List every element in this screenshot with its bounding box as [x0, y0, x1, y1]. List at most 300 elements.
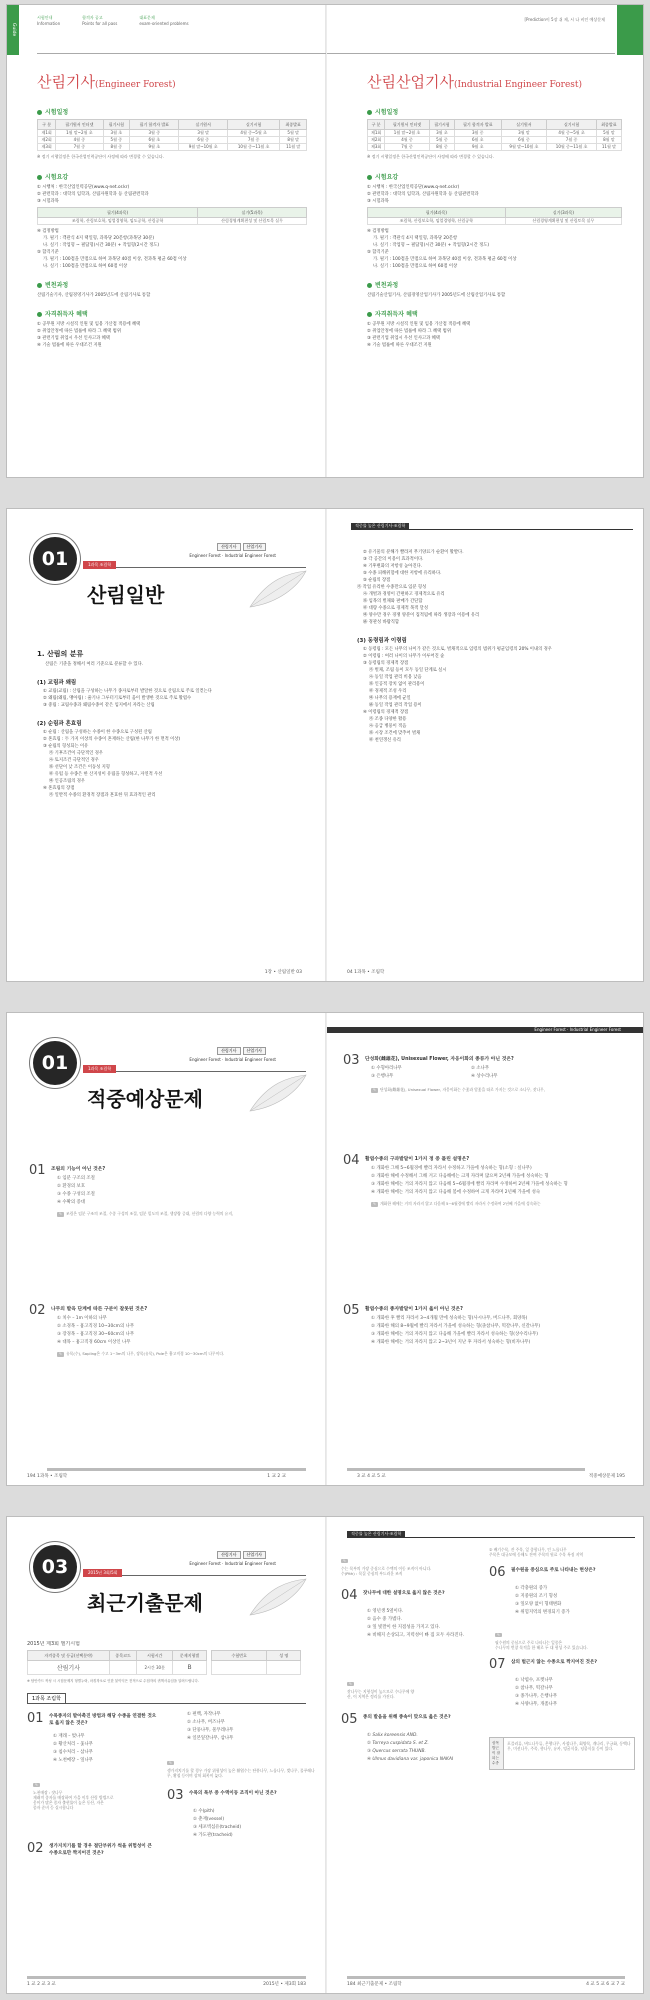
answer-choice[interactable]: ④ 사양나무, 개좀나무	[515, 1702, 558, 1707]
section-heading: 시험일정	[367, 107, 622, 116]
body-text	[357, 549, 627, 744]
answer-choice[interactable]: ④ 위험지역의 변경되기 증가	[515, 1610, 570, 1615]
text-line: 가. 필기 : 객관식 4지 택일형, 과목당 20문항(과목당 30분)	[43, 236, 154, 241]
explanation: ✎ 수는 목부의 가장 중심으로 수액의 이동 조직이 아니다. 수(Pith) : 목질 중심의 부드러운 조직	[341, 1559, 432, 1576]
answer-choice[interactable]: ② 춘재(vessel)	[193, 1817, 225, 1822]
candidate-table: 수험번호 성 명	[211, 1650, 301, 1675]
table-header: 최종발표	[280, 120, 307, 130]
table-header: 필기시험	[103, 120, 130, 130]
exam-header	[27, 1641, 307, 1684]
question-05	[341, 1712, 481, 1802]
answer-choice[interactable]: ③ 종가나무, 은행나무	[515, 1694, 558, 1699]
text-line: ㉲ 양수만 경우 경쟁 양분이 집적됨에 따라 생장과 이용에 유리	[363, 613, 480, 618]
middle-column	[167, 1711, 317, 1868]
body-text	[37, 649, 307, 799]
question-options	[167, 1711, 317, 1743]
text-line: ③ 순림의 형성되는 이유	[43, 744, 89, 749]
question-text: 잣나무에 대한 설명으로 옳지 않은 것은?	[363, 1591, 445, 1596]
leaf-illustration-icon	[248, 1577, 308, 1617]
question-options	[371, 1165, 568, 1207]
page-folio: 1장 • 산림일반 03	[264, 970, 302, 975]
print-marks: 3 교 4 교 5 교	[357, 1474, 386, 1479]
answer-choice[interactable]: ② 지중원의 조기 형성	[515, 1594, 558, 1599]
running-header: 적중률 높은 산림기사·조림학	[347, 1531, 405, 1537]
explanation-icon: ✎	[373, 1202, 377, 1206]
text-line: ㉮ 일반적 수종의 환경적 장점과 혼효한 뒤 효과적인 관리	[49, 793, 156, 798]
answer-choice[interactable]: ④ 일본잎갈나무, 삼나무	[187, 1736, 234, 1741]
text-line: ㉰ 임목의 벌채와 판매가 간단함	[363, 599, 423, 604]
question-options	[193, 1808, 241, 1840]
footer-bar	[47, 1468, 306, 1471]
question-07	[489, 1657, 639, 1737]
text-line: ③ 중림 : 교림수종과 왜림수종이 같은 임지에서 자라는 산림	[43, 703, 155, 708]
spread1-left-page	[7, 5, 326, 477]
answer-choice[interactable]: ④ 개화한 해에는 거의 자라지 않고 2~3년이 지난 후 자라서 성숙하는 형(비자나무)	[371, 1340, 531, 1345]
text-line: ② 배기수목, 잔 주목, 잎 종합나무, 인 느릅나무	[489, 1547, 567, 1552]
answer-choice[interactable]: ③ 침수처리 – 삼나무	[53, 1750, 94, 1755]
text-line: ㉲ 인공조림의 경우	[49, 779, 86, 784]
answer-choice[interactable]: ④ 비해지 손상되고, 지력성이 빠 집 모두 사라진다.	[367, 1633, 465, 1638]
header-nav-sub: exam-oriented problems	[139, 21, 189, 26]
chapter-number: 03	[33, 1545, 77, 1589]
question-text: 수목의 목부 중 수액이동 조직이 아닌 것은?	[189, 1791, 277, 1796]
question-01	[29, 1163, 319, 1263]
text-line: ① 동령림 : 모든 나무의 나이가 같은 것으로, 벌채적으로 임령의 범위가 평균임령의 20% 이내의 경우	[363, 647, 552, 652]
question-options	[371, 1315, 540, 1347]
tab-label: 산림기사	[217, 1047, 240, 1055]
answer-choice[interactable]: ③ 수종 구성의 조절	[57, 1192, 95, 1197]
explanation-icon: ✎	[349, 1682, 353, 1686]
tab-label: 산업기사	[243, 543, 266, 551]
text-line: ① 공무원 지방 시설직 인원 및 임용 가산점 적용에 혜택	[37, 322, 141, 327]
print-marks: 4 교 5 교 6 교 7 교	[586, 1982, 625, 1987]
subject-label: 1과목 조림학	[27, 1693, 66, 1704]
question-number: 06	[489, 1565, 506, 1580]
question-number: 05	[341, 1712, 358, 1727]
text-line: ① 공무원 지방 시설직 인원 및 임용 가산점 적용에 혜택	[367, 322, 471, 327]
header-right-text: [Prediction이 5장 쉬 제, 시 나 비인 예상문제	[524, 17, 605, 22]
right-column	[489, 1547, 639, 1770]
text-line: ㉯ 응급 병풍이 적음	[369, 724, 407, 729]
running-header: Engineer Forest · Industrial Engineer Forest	[530, 1027, 625, 1033]
question-text: 활엽수종의 종자발달이 1가지 옳이 아닌 것은?	[365, 1307, 463, 1312]
text-line: ㉮ 기후조건이 극단적인 경우	[49, 751, 104, 756]
answer-choice[interactable]: ② 소경목 – 흉고직경 10~30cm의 나무	[57, 1324, 135, 1329]
exam-info-table: 자격종목 및 등급(선택분야) 종목코드 시험시간 문제지형별 산림기사 2시간 30분 B	[27, 1650, 207, 1675]
section-heading: 1. 산림의 분류	[37, 650, 84, 658]
subject-tag: 1과목 조림학	[83, 1065, 116, 1073]
table-header: 실기시험	[227, 120, 280, 130]
text-line: ㉱ 경제적 조성 우리	[369, 689, 407, 694]
question-number: 01	[27, 1711, 44, 1726]
section-heading: 변천과정	[367, 280, 622, 289]
explanation-icon: ✎	[169, 1761, 173, 1765]
exam-note: ※ 답안카드 작성 시 시험문제지 형별누락, 마킹착오로 인한 불이익은 전적으로 수험자의 귀책사유임을 알려드립니다.	[27, 1679, 199, 1683]
question-04	[343, 1153, 633, 1273]
explanation-icon: ✎	[59, 1352, 63, 1356]
question-text: 수목종자의 발아촉진 방법과 해당 수종을 연결한 것으로 옳지 않은 것은?	[49, 1714, 157, 1726]
text-line: ③ 시험과목	[37, 199, 59, 204]
chapter-rule	[83, 1071, 306, 1072]
text-line: ① 교림(교림) : 산림을 구성하는 나무가 종자로부터 발달한 것으로 산림으로 주로 일컫는다	[43, 689, 212, 694]
header-nav	[37, 15, 189, 27]
question-text: 삼의 벌근지 않는 수종으로 짝지어진 것은?	[511, 1660, 598, 1665]
question-01	[27, 1711, 157, 1841]
answer-choice[interactable]: ① 영년생 5옆이다.	[367, 1609, 404, 1614]
chapter-title: 산림일반	[87, 583, 165, 607]
header-rule	[37, 53, 326, 54]
spread-2	[6, 508, 644, 982]
subject-rule	[27, 1703, 306, 1704]
question-text: 활엽수종의 구과발달이 1가지 정 중 틀린 설명은?	[365, 1157, 470, 1162]
level-tabs	[217, 1551, 266, 1559]
header-nav-sub: Information	[37, 21, 61, 26]
footer-bar	[27, 1976, 306, 1979]
section-heading: 시험요강	[37, 172, 307, 181]
answer-choice[interactable]: ② 소나무	[471, 1066, 490, 1071]
answer-choice[interactable]: ② 개화한 해의 8~9월에 빨리 자라서 가을에 성숙하는 형(졸참나무, 떡갈나무, 신갈나무)	[371, 1324, 541, 1329]
section-heading: 자격취득자 혜택	[367, 309, 622, 318]
explanation: ✎ 유목(수), Sapling은 수고 1~3m의 나무, 장목(유목), Pole은 흉고직경 10~30cm의 나무이다.	[59, 1351, 225, 1356]
answer-choice[interactable]: ① 재래 – 벚나무	[53, 1734, 85, 1739]
question-02	[27, 1841, 157, 1901]
text-line: ㉱ 유럽 등 수종은 한 산지성이 유림을 형성하고, 자연적 우선	[49, 772, 163, 777]
question-number: 01	[29, 1163, 46, 1178]
text-line: ㉳ 동일 작업 관리 작업 용이	[369, 703, 422, 708]
question-text: 종의 발음을 위해 종속이 맞으로 옳은 것은?	[363, 1715, 451, 1720]
table-row: 제3회 7월 중 8월 중 9월 초 9월 말~10월 초 10월 중~11월 초 11월 말	[38, 144, 307, 151]
subsection-heading: (2) 순림과 혼효림	[37, 721, 82, 727]
table-row: 제2회 4월 중 5월 중 6월 초 6월 중 7월 중 8월 말	[38, 137, 307, 144]
schedule-table: 구 분 필기원서 인터넷 필기시험 필기 합격자 발표 실기원서 실기시험 최종발표 제1회 1월 말~2월 초 3월 초 3월 중 3월 말 4월 중~5월 초 5월 말 제2회 4월 중 5월 중 6월 초 6월 중 7월 중 8월 말 제3회 7월 중 8월 중 9월 초 9월 말~10월 초 10월 중~11월 초 11월 말	[367, 119, 622, 151]
question-options	[515, 1677, 557, 1709]
level-tabs	[217, 1047, 266, 1055]
explanation-icon: ✎	[59, 1212, 63, 1216]
question-options	[53, 1733, 93, 1765]
chapter-title: 적중예상문제	[87, 1087, 203, 1111]
candidate-number-field[interactable]	[212, 1661, 267, 1675]
answer-choice[interactable]: ① 수형아리나무	[371, 1066, 402, 1071]
left-column	[27, 1711, 157, 1901]
answer-choice[interactable]: ① 임분 구조의 조절	[57, 1176, 95, 1181]
spread2-right-page	[326, 509, 644, 981]
text-line: ⑤ 순림의 장점	[363, 578, 391, 583]
header-nav-item: 시험안내	[37, 15, 53, 20]
explanation-icon: ✎	[373, 1088, 377, 1092]
text-line: ④ 이령림의 경제적 장점	[363, 710, 409, 715]
explanation: ✎ 필수원의 중심으로 주로 나타나는 잎종은 수나무의 번창 목적을 한 해로 두 대 형성 주로 있습니다.	[495, 1633, 588, 1650]
text-line: ③ 관련기업 취업시 우선 인사고과 혜택	[37, 336, 110, 341]
explanation-icon: ✎	[497, 1633, 501, 1637]
text-line: ④ 기술 법률에 따른 우대조건 지원	[37, 343, 102, 348]
text-line: ③ 동령림의 경제적 장점	[363, 661, 409, 666]
answer-choice[interactable]: ① 수(pith)	[193, 1809, 215, 1814]
text-line: ㉱ 대량 수종으로 경제적 목적 달성	[363, 606, 429, 611]
text-line: ③ 관련기업 취업시 우선 인사고과 혜택	[367, 336, 440, 341]
page-folio: 적중예상문제 195	[588, 1474, 625, 1479]
header-nav-item: 합격자 공고	[82, 15, 103, 20]
question-number: 02	[27, 1841, 44, 1856]
candidate-name-field[interactable]	[267, 1661, 301, 1675]
text-line: ㉮ 벌채, 조림 등이 모두 동일 단계로 실시	[369, 668, 447, 673]
text-line: ② 관련학과 : 대학의 임학과, 산림자원학과 등 산림관련학과	[37, 192, 149, 197]
table-row: 조림학, 산림보호학, 임업경영학, 산림공학 산림경영계획편성 및 산림토목 실무	[368, 218, 622, 225]
subsection-heading: (3) 동령림과 이령림	[357, 638, 407, 644]
section-heading: 변천과정	[37, 280, 307, 289]
text-line: ② 왜림(왜림, 맹아림) : 줄기나 그루터기로부터 움이 발생한 것으로 주로 활엽수	[43, 696, 192, 701]
answer-choice[interactable]: ② Torreya cuspidata S. et Z.	[367, 1741, 429, 1746]
leaf-illustration-icon	[248, 1073, 308, 1113]
text-line: 나. 실기 : 100점을 만점으로 하여 60점 이상	[43, 264, 128, 269]
explanation: ✎ 잣나무는 지형성이 높으므로 수나무에 양 산, 이 지역은 정리를 가진다.	[347, 1682, 415, 1699]
tab-label: 산업기사	[243, 1047, 266, 1055]
answer-choice[interactable]: ③ Quercus serrata THUNB.	[367, 1749, 426, 1754]
question-options	[57, 1315, 224, 1357]
answer-choice[interactable]: ④ 상수리나무	[471, 1074, 498, 1079]
spread3-right-page	[326, 1013, 644, 1485]
answer-choice[interactable]: ④ 수확의 증대	[57, 1200, 85, 1205]
question-options	[515, 1585, 570, 1617]
answer-choice[interactable]: ① 낙엽수, 포켓나무	[515, 1678, 553, 1683]
breadcrumb: Engineer Forest · Industrial Engineer Forest	[189, 553, 276, 558]
answer-choice[interactable]: ② 개화한 해에 수정해서 그해 겨고 다음해에는 크게 자라며 많으며 2년째 가을에 성숙하는 형	[371, 1174, 549, 1179]
answer-choice[interactable]: ④ 가도관(tracheid)	[193, 1833, 233, 1838]
table-header: 필기 합격자 발표	[130, 120, 179, 130]
green-tab	[617, 5, 644, 55]
question-options	[371, 1065, 571, 1081]
answer-choice[interactable]: ② 참나무, 떡갈나무	[515, 1686, 553, 1691]
text-line: 나. 실기 : 작업형 ~ 필답형(시간 30분) + 작업형(2시간 정도)	[373, 243, 490, 248]
text-line: ㉱ 천연갱신 유리	[369, 738, 401, 743]
page-folio: 194 1과목 • 조림학	[27, 1474, 68, 1479]
table-note: ※ 정기 시행일정은 한국산업인력공단이 사정에 따라 변경할 수 있습니다.	[37, 154, 164, 159]
text-line: ② 취업안정에 따른 법률에 따라 그 혜택 범위	[37, 329, 121, 334]
question-options	[367, 1608, 477, 1640]
footer-bar	[347, 1976, 625, 1979]
answer-choice[interactable]: ① 개화한 후 빨리 자라서 3~4개월 만에 성숙하는 형(사시나무, 버드나무, 회양목)	[371, 1316, 528, 1321]
question-options	[367, 1732, 453, 1764]
subject-tag: 2015년 3회/5회	[83, 1569, 122, 1577]
answer-choice[interactable]: ② 환경의 보호	[57, 1184, 85, 1189]
section-heading: 시험일정	[37, 107, 307, 116]
answer-choice[interactable]: ③ 개화한 해에는 거의 자라지 않고 다음해 5~6월경에 빨리 자라며 수정하여 2년째 가을에 성숙하는 형	[371, 1182, 568, 1187]
chapter-number: 01	[33, 537, 77, 581]
subject-tag: 1과목 조림학	[83, 561, 116, 569]
chapter-number: 01	[33, 1041, 77, 1085]
question-03	[167, 1788, 317, 1868]
left-content	[37, 101, 307, 349]
explanation: ✎ 조림은 임분 구조의 조절, 수종 구성의 조절, 임분 밀도의 조절, 생장량 증대, 산림의 다양 능력의 유지,	[59, 1211, 234, 1216]
text-line: ② 혼효림 : 두 가지 이상의 수종이 혼재하는 산림(한 나무가 한 면적 이상)	[43, 737, 181, 742]
text-line: ④ 기후변화의 저항성 높아진다.	[363, 564, 423, 569]
level-tabs	[217, 543, 266, 551]
text-line: ② 관련학과 : 대학의 임학과, 산림자원학과 등 산림관련학과	[367, 192, 479, 197]
subjects-table: 필기(4과목) 실기(5과목) 조림학, 산림보호학, 임업경영학, 임도공학, 산림공학 산림경영계획편성 및 산림토목 실무	[37, 207, 307, 225]
table-header: 필기원서 인터넷	[56, 120, 103, 130]
subjects-table: 필기(4과목) 실기(3과목) 조림학, 산림보호학, 임업경영학, 산림공학 산림경영계획편성 및 산림토목 실무	[367, 207, 622, 225]
page-folio: 184 최근기출문제 • 조림학	[347, 1982, 402, 1987]
text-line: ㉰ 인공적 장치 없이 관리용이	[369, 682, 425, 687]
page-title: 산림산업기사(Industrial Engineer Forest)	[367, 73, 583, 91]
answer-choice[interactable]: ② 황산처리 – 옻나무	[53, 1742, 94, 1747]
answer-choice[interactable]: ③ 은행나무	[371, 1074, 394, 1079]
text-line: 나. 실기 : 작업형 ~ 필답형(시간 30분) + 작업형(2시간 정도)	[43, 243, 160, 248]
explanation: ✎ 단성화(雌雄花), Unisexual Flower, 자웅이화는 수꽃과 암꽃을 따로 가지는 것으로 소나무, 잣나무,	[373, 1087, 546, 1092]
exam-title: 2015년 제3회 필기시험	[27, 1641, 80, 1647]
question-text: 단성화(雌雄花), Unisexual Flower, 자웅이화의 종류가 아닌 것은?	[365, 1057, 514, 1062]
title-en: (Engineer Forest)	[94, 80, 176, 90]
answer-choice[interactable]: ③ 세포벽섬유(tracheid)	[193, 1825, 242, 1830]
leaf-illustration-icon	[248, 569, 308, 609]
tab-label: 산림기사	[217, 543, 240, 551]
text-line: ② 유기물의 분해가 빨라져 무기양료가 순환이 활발다.	[363, 550, 464, 555]
table-row: 제3회 7월 중 8월 중 9월 초 9월 말~10월 초 10월 중~11월 초 11월 말	[368, 144, 622, 151]
text-line: ㉮ 작업 유리한 수종만으로 임분 형성	[357, 585, 427, 590]
text-line: ㉲ 나무의 용재에 균일	[369, 696, 411, 701]
spread3-left-page	[7, 1013, 326, 1485]
print-marks: 1 교 2 교	[267, 1474, 286, 1479]
text-line: ④ 검정방법	[367, 229, 389, 234]
text-line: ⑤ 합격기준	[37, 250, 59, 255]
text-line: ㉯ 토지조건 극단적인 경우	[49, 758, 99, 763]
left-column	[341, 1547, 481, 1802]
spread2-left-page	[7, 509, 326, 981]
page-folio: 2015년 • 제3회 183	[263, 1982, 306, 1987]
schedule-table	[37, 119, 307, 151]
text-line: ③ 각 공간의 이용이 효과적이다.	[363, 557, 424, 562]
answer-choice[interactable]: ③ 잎모양 없이 형태변화	[515, 1602, 562, 1607]
text-line: ① 시행처 : 한국산업인력공단(www.q-net.or.kr)	[37, 185, 130, 190]
text-line: ④ 혼효림의 장점	[43, 786, 75, 791]
answer-choice[interactable]: ④ Ulmus davidiana var. japonica NAKAI	[367, 1757, 454, 1762]
answer-table-text: 포플러류, 버드나무류, 은행나무, 사철나무, 회양목, 개나리, 무궁화, 동백나무, 미선나무, 주목, 향나무, 유카, 덩굴식물, 넝쿨식물 등이 있다.	[507, 1741, 631, 1751]
question-text: 필수원을 중심으로 주로 나타내는 현상은?	[511, 1568, 596, 1573]
answer-choice[interactable]: ① 편백, 자작나무	[187, 1712, 221, 1717]
explanation-icon: ✎	[35, 1783, 39, 1787]
section-heading: 자격취득자 혜택	[37, 309, 307, 318]
text-line: ③ 시험과목	[367, 199, 389, 204]
question-number: 02	[29, 1303, 46, 1318]
tab-label: 산업기사	[243, 1551, 266, 1559]
breadcrumb: Engineer Forest · Industrial Engineer Forest	[189, 1561, 276, 1566]
answer-choice[interactable]: ① Salix koreensis AND.	[367, 1733, 418, 1738]
print-marks: 1 교 2 교 3 교	[27, 1982, 56, 1987]
text-line: 산림기술산업기사, 산림경영산업기사가 2005년도에 산림산업기사로 통합	[367, 293, 506, 298]
question-text: 조림의 기능이 아닌 것은?	[51, 1167, 106, 1172]
chapter-rule	[83, 567, 306, 568]
text-line: ① 시행처 : 한국산업인력공단(www.q-net.or.kr)	[367, 185, 460, 190]
table-row: 제1회 1월 말~2월 초 3월 초 3월 중 3월 말 4월 중~5월 초 5월 말	[368, 130, 622, 137]
question-number: 04	[343, 1153, 360, 1168]
header-rule	[351, 529, 633, 530]
question-03	[343, 1053, 633, 1143]
spread-3	[6, 1012, 644, 1486]
explanation-icon: ✎	[343, 1559, 347, 1563]
text-line: ㉰ 시장 조건에 맞추어 벌채	[369, 731, 421, 736]
answer-choice[interactable]: ④ 개화한 해에는 거의 자라지 않고 다음해 봄에 수정하여 크게 자라며 2년째 가을에 성숙	[371, 1190, 541, 1195]
answer-choice[interactable]: ③ 잎 빛깔이 한 지점성을 가지고 있다.	[367, 1625, 441, 1630]
text-line: 가. 필기 : 100점을 만점으로 하여 과목당 40점 이상, 전과목 평균 60점 이상	[373, 257, 517, 262]
text-line: ㉯ 동일 작업 관리 비용 낮음	[369, 675, 422, 680]
text-line: ⑤ 수종 피해위험에 대한 저항에 유리하다.	[363, 571, 442, 576]
answer-table-label: 삼목 발근이 잘되는 수종	[490, 1738, 504, 1769]
tab-label: 산림기사	[217, 1551, 240, 1559]
text-line: 나. 실기 : 100점을 만점으로 하여 60점 이상	[373, 264, 458, 269]
header-nav-sub: Points for all pass	[82, 21, 118, 26]
text-line: ② 취업안정에 따른 법률에 따라 그 혜택 범위	[367, 329, 451, 334]
right-content	[367, 101, 622, 349]
header-rule	[347, 1537, 635, 1538]
text-line: ④ 기술 법률에 따른 우대조건 지원	[367, 343, 432, 348]
text-line: ㉰ 선단이 낮 조건은 이동성 지형	[49, 765, 110, 770]
table-row: 제2회 4월 중 5월 중 6월 초 6월 중 7월 중 8월 말	[368, 137, 622, 144]
spread4-right-page	[326, 1517, 644, 1993]
answer-choice[interactable]: ④ 노천매장 – 잎나무	[53, 1758, 94, 1763]
running-header: 적중률 높은 산림기사·조림학	[351, 523, 409, 529]
spread-1	[6, 4, 644, 478]
question-text: 생가지치기를 할 경우 절단부위가 썩을 위험성이 큰 수종으로만 짝지어진 것은?	[49, 1844, 152, 1856]
question-options	[57, 1175, 233, 1217]
question-text: 나무의 발육 단계에 따른 구분이 잘못된 것은?	[51, 1307, 148, 1312]
spread-4	[6, 1516, 644, 1994]
table-row: 조림학, 산림보호학, 임업경영학, 임도공학, 산림공학 산림경영계획편성 및 산림토목 실무	[38, 218, 307, 225]
table-row: 산림기사 2시간 30분 B	[28, 1661, 207, 1675]
answer-choice[interactable]: ② 소나무, 버즈나무	[187, 1720, 225, 1725]
chapter-title: 최근기출문제	[87, 1591, 203, 1615]
question-number: 07	[489, 1657, 506, 1672]
table-header: 구 분	[38, 120, 56, 130]
header-nav-item: 대표문제	[139, 15, 155, 20]
answer-choice[interactable]: ③ 단풍나무, 물푸레나무	[187, 1728, 234, 1733]
text-line: 주목은 대규모에 동해도 잔여 주목의 원료 수목 특징 지역	[489, 1552, 584, 1557]
question-04	[341, 1588, 481, 1698]
explanation: ✎ 생가지치기를 할 경우 가장 위험성이 높은 활엽수는 단풍나무, 느릅나무, 벚나무, 물푸레나무, 황철 등이며 상처 회복이 늦다.	[167, 1761, 315, 1778]
text-line: ② 이령림 : 여러 나이의 나무가 이루어진 숲	[363, 654, 445, 659]
spread4-left-page	[7, 1517, 326, 1993]
explanation: ✎ 노천매장 : 잣나무 재래적 종자를 매장하여 가을 이후 산림 방법으로 옹이가 많은 종자 출현률이 높은 동산, 자은 종자 준비 등 실시합니다	[33, 1783, 114, 1810]
question-number: 03	[167, 1788, 184, 1803]
question-02	[29, 1303, 319, 1403]
question-number: 05	[343, 1303, 360, 1318]
text-line: ㉳ 경관성 바람직함	[363, 620, 400, 625]
text-line: 산림은 기준을 정해서 여러 기준으로 분류할 수 있다.	[45, 662, 144, 667]
answer-choice[interactable]: ③ 개화한 해에는 거의 자라지 않고 다음해 가을에 빨리 자라서 성숙하는 형(상수리나무)	[371, 1332, 538, 1337]
guide-tab: Guide	[7, 5, 19, 55]
answer-choice[interactable]: ① 치수 – 1m 이하의 나무	[57, 1316, 107, 1321]
table-row: 제1회 1월 말~2월 초 3월 초 3월 중 3월 말 4월 중~5월 초 5월 말	[38, 130, 307, 137]
page-title	[37, 71, 176, 92]
text-line: ㉮ 조종 다양한 활용	[369, 717, 407, 722]
title-ko: 산림기사	[37, 73, 95, 91]
text-line: ㉯ 개벌과 경영이 간편하고 경제적으로 유리	[363, 592, 445, 597]
text-line: 가. 필기 : 객관식 4지 택일형, 과목당 20문항	[373, 236, 458, 241]
answer-choice[interactable]: ③ 장경목 – 흉고직경 30~60cm의 나무	[57, 1332, 135, 1337]
text-line: ⑤ 합격기준	[367, 250, 389, 255]
explanation: ✎ 개화한 해에는 거의 자라지 않고 다음해 5~6월경에 빨리 자라서 수정하여 2년째 가을에 성숙하는	[373, 1201, 541, 1206]
text-line: 가. 필기 : 100점을 만점으로 하여 과목당 40점 이상, 전과목 평균 60점 이상	[43, 257, 187, 262]
page-folio: 04 1과목 • 조림학	[347, 970, 385, 975]
section-heading: 시험요강	[367, 172, 622, 181]
question-05	[343, 1303, 633, 1403]
answer-choice[interactable]: ② 음수 중 가볍다.	[367, 1617, 402, 1622]
question-06	[489, 1565, 639, 1651]
subsection-heading: (1) 교림과 왜림	[37, 680, 77, 686]
answer-choice[interactable]: ① 각충원의 증가	[515, 1586, 548, 1591]
answer-table	[489, 1737, 635, 1770]
answer-choice[interactable]: ④ 대목 – 흉고직경 60cm 이상인 나무	[57, 1340, 131, 1345]
answer-choice[interactable]: ① 개화한 그해 5~6월경에 빨리 자라서 수정하고 가을에 성숙하는 형(소형 : 실나무)	[371, 1166, 532, 1171]
table-header: 실기원서	[179, 120, 227, 130]
